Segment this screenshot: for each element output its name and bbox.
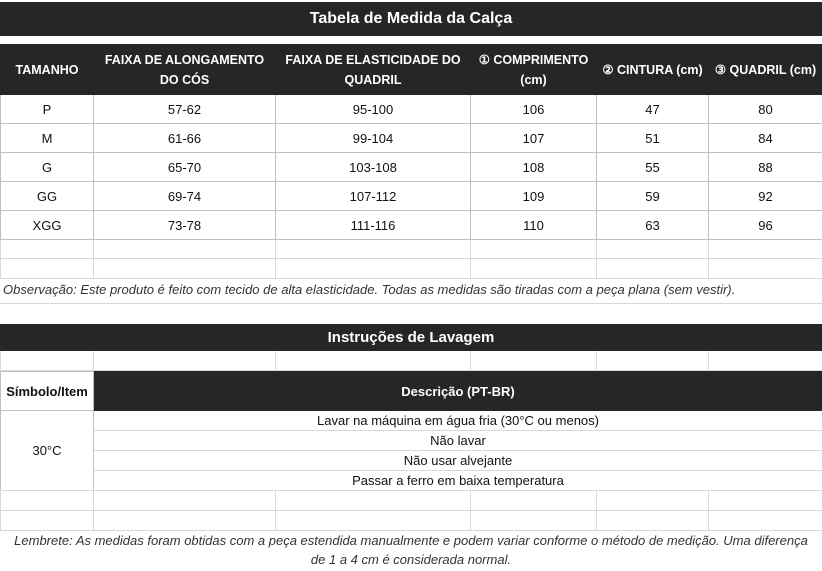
hip-elasticity-cell: 103-108 (276, 153, 471, 182)
list-item (1, 411, 822, 431)
waistband-cell: 65-70 (94, 153, 276, 182)
header-tamanho: TAMANHO (1, 45, 94, 95)
length-cell: 108 (471, 153, 597, 182)
hip-cell: 96 (709, 211, 822, 240)
hip-elasticity-cell: 111-116 (276, 211, 471, 240)
washing-header (1, 372, 822, 411)
waistband-cell: 69-74 (94, 182, 276, 211)
empty-row (1, 240, 822, 259)
header-symbol: Símbolo/Item (1, 372, 94, 411)
empty-row (1, 259, 822, 279)
waist-cell: 63 (597, 211, 709, 240)
hip-cell: 88 (709, 153, 822, 182)
length-cell: 109 (471, 182, 597, 211)
observation-note: Observação: Este produto é feito com tecido de alta elasticidade. Todas as medidas são tiradas com a peça plana (sem vestir). (0, 279, 822, 304)
header-description: Descrição (PT-BR) (94, 372, 822, 411)
table-row (1, 124, 822, 153)
size-table-title: Tabela de Medida da Calça (0, 2, 822, 36)
washing-title: Instruções de Lavagem (0, 324, 822, 351)
size-cell: G (1, 153, 94, 182)
hip-elasticity-cell: 99-104 (276, 124, 471, 153)
size-cell: XGG (1, 211, 94, 240)
header-quadril: ③ QUADRIL (cm) (709, 45, 822, 95)
length-cell: 107 (471, 124, 597, 153)
instruction-cell: Lavar na máquina em água fria (30°C ou menos) (94, 411, 822, 431)
length-cell: 106 (471, 95, 597, 124)
table-row (1, 95, 822, 124)
waistband-cell: 57-62 (94, 95, 276, 124)
waist-cell: 55 (597, 153, 709, 182)
waist-cell: 59 (597, 182, 709, 211)
washing-table (0, 371, 822, 491)
length-cell: 110 (471, 211, 597, 240)
size-table-header (1, 45, 822, 95)
size-table (0, 44, 822, 279)
table-row (1, 153, 822, 182)
header-comprimento: ① COMPRIMENTO (cm) (471, 45, 597, 95)
instruction-cell: Não usar alvejante (94, 451, 822, 471)
hip-cell: 80 (709, 95, 822, 124)
instruction-cell: Não lavar (94, 431, 822, 451)
hip-cell: 84 (709, 124, 822, 153)
instruction-cell: Passar a ferro em baixa temperatura (94, 471, 822, 491)
header-alongamento-cos: FAIXA DE ALONGAMENTO DO CÓS (94, 45, 276, 95)
table-row (1, 211, 822, 240)
hip-cell: 92 (709, 182, 822, 211)
waistband-cell: 73-78 (94, 211, 276, 240)
size-cell: P (1, 95, 94, 124)
list-item (1, 431, 822, 451)
header-elasticidade-quadril: FAIXA DE ELASTICIDADE DO QUADRIL (276, 45, 471, 95)
size-cell: GG (1, 182, 94, 211)
size-cell: M (1, 124, 94, 153)
waist-cell: 47 (597, 95, 709, 124)
waistband-cell: 61-66 (94, 124, 276, 153)
symbol-cell: 30°C (1, 411, 94, 491)
list-item (1, 451, 822, 471)
header-cintura: ② CINTURA (cm) (597, 45, 709, 95)
reminder-note: Lembrete: As medidas foram obtidas com a peça estendida manualmente e podem variar conforme o método de medição. Uma diferença de 1 a 4 cm é considerada normal. (14, 533, 808, 567)
hip-elasticity-cell: 95-100 (276, 95, 471, 124)
list-item (1, 471, 822, 491)
table-row (1, 182, 822, 211)
waist-cell: 51 (597, 124, 709, 153)
hip-elasticity-cell: 107-112 (276, 182, 471, 211)
